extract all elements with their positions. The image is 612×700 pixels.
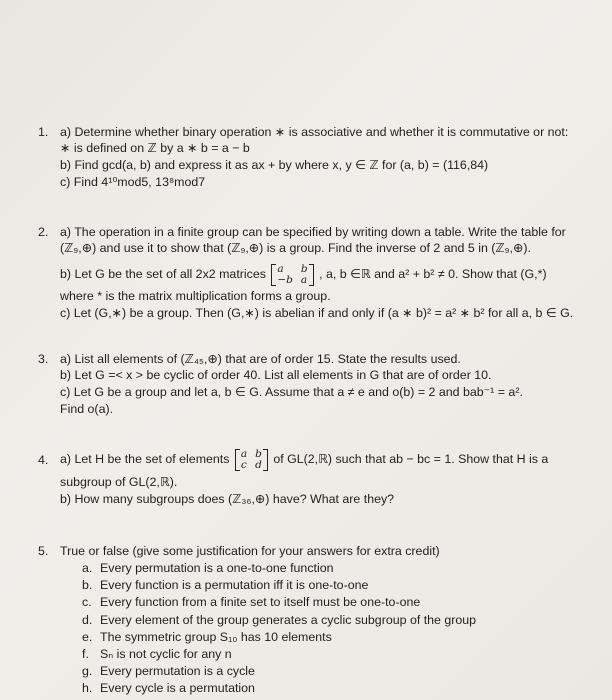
q4-part-a-line2: subgroup of GL(2,ℝ). [60, 475, 178, 489]
q4-matrix-cell: c [240, 458, 247, 471]
q5-item-text: Every permutation is a one-to-one function [100, 561, 334, 575]
q5-item-letter: a. [82, 561, 93, 575]
q3-part-b: b) Let G =< x > be cyclic of order 40. List all elements in G that are of order 10. [60, 368, 492, 382]
question-2-number: 2. [38, 225, 49, 239]
q5-item-letter: c. [82, 595, 92, 610]
q4-part-b: b) How many subgroups does (ℤ₃₆,⊕) have? What are they? [60, 492, 395, 506]
q5-item-text: Every function is a permutation iff it is one-to-one [100, 578, 369, 593]
q2-part-c: c) Let (G,∗) be a group. Then (G,∗) is abelian if and only if (a ∗ b)² = a² ∗ b² for all a, b ∈ G. [60, 306, 574, 320]
q5-item [82, 663, 255, 679]
q4-matrix-cell: a [240, 447, 248, 460]
q5-item [82, 594, 420, 610]
q5-item-letter: b. [82, 578, 93, 593]
q5-intro: True or false (give some justification for your answers for extra credit) [60, 544, 440, 558]
q3-part-c-line2: Find o(a). [60, 402, 114, 416]
q5-item-text: Every element of the group generates a cyclic subgroup of the group [100, 612, 477, 627]
q2-matrix-cell: b [300, 262, 308, 275]
q5-item [82, 560, 334, 576]
question-3-number: 3. [38, 352, 49, 366]
q5-item-letter: e. [82, 629, 93, 644]
q2-matrix-cell: a [277, 262, 284, 275]
q2-matrix-cell: −b [277, 273, 293, 286]
q4-part-a-text-after: of GL(2,ℝ) such that ab − bc = 1. Show that H is a [273, 452, 549, 466]
q4-matrix [235, 449, 268, 471]
q1-part-b: b) Find gcd(a, b) and express it as ax + by where x, y ∈ ℤ for (a, b) = (116,84) [60, 158, 489, 172]
q5-item-text: Every cycle is a permutation [100, 681, 255, 696]
q2-part-b-line1 [60, 261, 547, 287]
q5-item [82, 629, 332, 645]
q2-matrix-cell: a [300, 273, 308, 286]
q5-item-letter: g. [82, 664, 93, 679]
q4-matrix-cell: d [255, 458, 262, 471]
q5-item-letter: d. [82, 612, 93, 627]
q1-part-a-line2: ∗ is defined on ℤ by a ∗ b = a − b [60, 141, 250, 155]
q3-part-a: a) List all elements of (ℤ₄₅,⊕) that are of order 15. State the results used. [60, 352, 461, 366]
question-1-number: 1. [38, 125, 49, 139]
q5-item-text: Sₙ is not cyclic for any n [100, 647, 232, 661]
q5-item-text: Every permutation is a cycle [100, 664, 255, 679]
q2-part-a-line2: (ℤ₉,⊕) and use it to show that (ℤ₉,⊕) is a group. Find the inverse of 2 and 5 in (ℤ₉,⊕). [60, 241, 531, 255]
q3-part-c-line1: c) Let G be a group and let a, b ∈ G. Assume that a ≠ e and o(b) = 2 and bab⁻¹ = a². [60, 385, 523, 399]
q5-item [82, 680, 255, 696]
q5-item [82, 612, 476, 628]
q1-part-c: c) Find 4¹⁰mod5, 13⁸mod7 [60, 175, 206, 189]
q5-item-letter: f. [82, 647, 89, 661]
q2-part-b-text-after: , a, b ∈ℝ and a² + b² ≠ 0. Show that (G,*) [319, 267, 547, 281]
q5-item-text: The symmetric group S₁₀ has 10 elements [100, 629, 332, 644]
q2-matrix [271, 264, 313, 286]
q2-part-b-line2: where * is the matrix multiplication forms a group. [60, 289, 331, 303]
q4-matrix-cell: b [255, 447, 262, 460]
q2-part-a-line1: a) The operation in a finite group can be specified by writing down a table. Write the table for [60, 225, 566, 239]
q4-part-a-text-before: a) Let H be the set of elements [60, 452, 230, 466]
q5-item [82, 646, 232, 662]
q5-item-letter: h. [82, 681, 93, 696]
q2-part-b-text-before: b) Let G be the set of all 2x2 matrices [60, 267, 266, 281]
question-4-number: 4. [38, 453, 49, 467]
q5-item-text: Every function from a finite set to itself must be one-to-one [100, 595, 421, 610]
question-5-number: 5. [38, 544, 49, 558]
q4-part-a-line1 [60, 446, 548, 472]
q5-item [82, 577, 368, 593]
q1-part-a-line1: a) Determine whether binary operation ∗ is associative and whether it is commutative or not: [60, 125, 569, 139]
